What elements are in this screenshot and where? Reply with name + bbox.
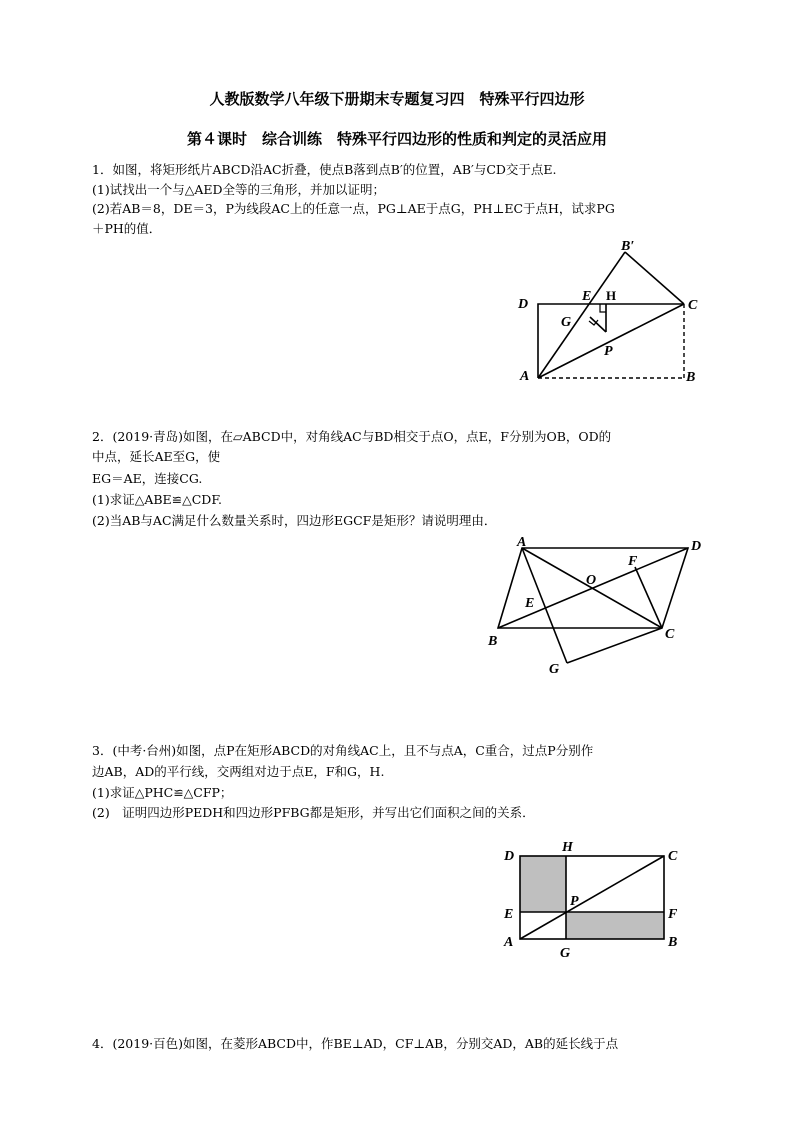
q2-label-a: A xyxy=(517,535,527,550)
q1-label-d: D xyxy=(518,297,529,312)
q1-label-b: B xyxy=(686,370,696,385)
q1-segment-b1c xyxy=(625,252,684,304)
q2-line-3: EG＝AE，连接CG. xyxy=(92,471,203,486)
q2-label-o: O xyxy=(586,573,597,588)
q1-label-e: E xyxy=(582,289,592,304)
q3-label-b: B xyxy=(668,935,678,950)
q2-label-b: B xyxy=(488,634,498,649)
q1-segment-ab1 xyxy=(538,252,625,378)
q3-label-d: D xyxy=(504,849,515,864)
q2-line-2: 中点，延长AE至G，使 xyxy=(92,449,221,464)
q1-right-angle-h xyxy=(600,304,606,312)
q2-figure xyxy=(480,530,720,680)
q1-segment-pg xyxy=(590,317,606,332)
q3-line-2: 边AB，AD的平行线，交两组对边于点E，F和G，H. xyxy=(92,764,385,779)
q2-label-f: F xyxy=(628,554,638,569)
q1-label-c: C xyxy=(688,298,698,313)
q3-shaded-pfbg xyxy=(566,912,664,939)
q2-label-g: G xyxy=(549,662,560,677)
q1-label-h: H xyxy=(606,288,617,303)
q3-figure xyxy=(496,838,696,963)
q1-diagonal-ac xyxy=(538,304,684,378)
q1-line-4: ＋PH的值． xyxy=(92,221,162,236)
page-subtitle: 第４课时 综合训练 特殊平行四边形的性质和判定的灵活应用 xyxy=(186,130,607,148)
q3-label-c: C xyxy=(668,849,678,864)
q3-shaded-pedh xyxy=(520,856,566,912)
q1-line-1: 1．如图，将矩形纸片ABCD沿AC折叠，使点B落到点B′的位置，AB′与CD交于点E. xyxy=(92,162,557,177)
q1-label-g: G xyxy=(561,315,572,330)
q2-label-d: D xyxy=(691,539,702,554)
page-title: 人教版数学八年级下册期末专题复习四 特殊平行四边形 xyxy=(209,90,585,108)
q1-label-b1: B′ xyxy=(621,239,635,254)
q3-label-e: E xyxy=(504,907,514,922)
q2-segment-gc xyxy=(567,628,662,663)
q4-line-1: 4．(2019·百色)如图，在菱形ABCD中，作BE⊥AD，CF⊥AB，分别交AD，AB的延长线于点 xyxy=(92,1036,619,1051)
q1-line-2: (1)试找出一个与△AED全等的三角形，并加以证明； xyxy=(92,182,385,197)
q3-label-h: H xyxy=(562,840,573,855)
q1-label-p: P xyxy=(604,344,613,359)
q2-line-4: (1)求证△ABE≌△CDF. xyxy=(92,492,223,507)
q1-figure xyxy=(500,240,720,390)
q3-label-a: A xyxy=(504,935,514,950)
q1-line-3: (2)若AB＝8，DE＝3，P为线段AC上的任意一点，PG⊥AE于点G，PH⊥EC于点H，试求PG xyxy=(92,201,615,216)
q2-segment-cf xyxy=(635,567,662,628)
q3-line-3: (1)求证△PHC≌△CFP； xyxy=(92,785,233,800)
q3-label-f: F xyxy=(668,907,678,922)
q3-label-p: P xyxy=(570,894,579,909)
q2-line-5: (2)当AB与AC满足什么数量关系时，四边形EGCF是矩形？请说明理由． xyxy=(92,513,497,528)
q2-label-c: C xyxy=(665,627,675,642)
q3-line-4: (2) 证明四边形PEDH和四边形PFBG都是矩形，并写出它们面积之间的关系． xyxy=(92,805,535,820)
q2-line-1: 2．(2019·青岛)如图，在▱ABCD中，对角线AC与BD相交于点O，点E，F分别为OB，OD的 xyxy=(92,429,612,444)
q3-label-g: G xyxy=(560,946,571,961)
q3-line-1: 3．(中考·台州)如图，点P在矩形ABCD的对角线AC上，且不与点A，C重合，过点P分别作 xyxy=(92,743,594,758)
q1-label-a: A xyxy=(520,369,530,384)
q2-label-e: E xyxy=(525,596,535,611)
